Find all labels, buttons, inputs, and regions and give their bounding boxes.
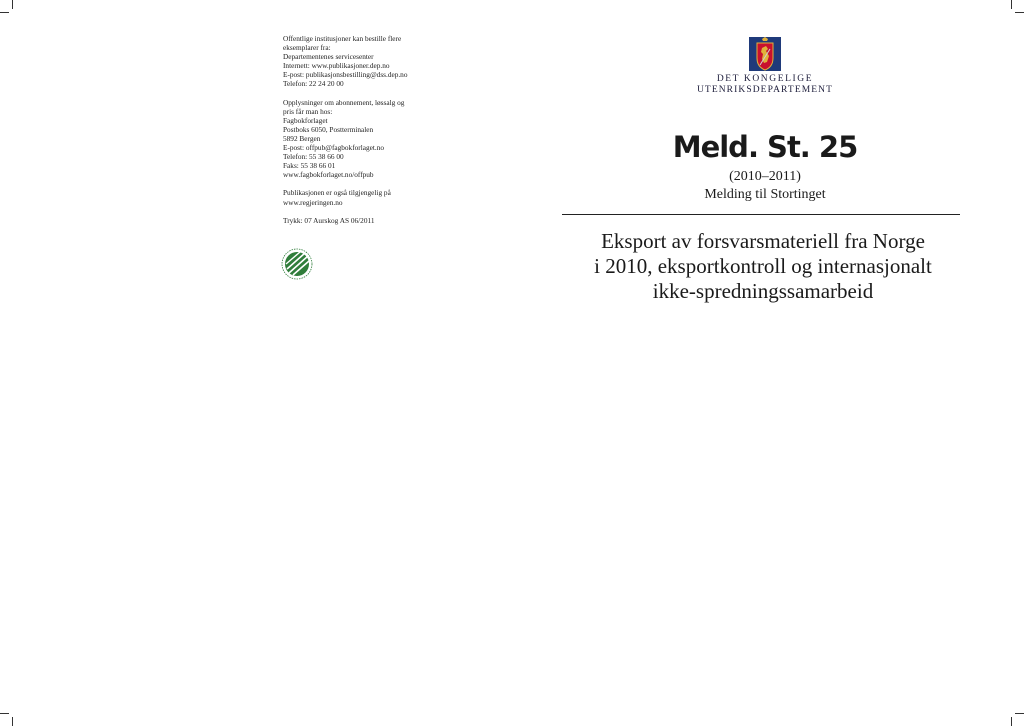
crop-mark xyxy=(12,717,13,726)
document-type: Melding til Stortinget xyxy=(704,187,826,202)
ministry-line-1: DET KONGELIGE xyxy=(716,74,814,84)
info-line: Departementenes servicesenter xyxy=(283,52,374,62)
info-line: Fagbokforlaget xyxy=(283,115,328,125)
info-line: Postboks 6050, Postterminalen xyxy=(283,124,374,134)
ministry-line-2: UTENRIKSDEPARTEMENT xyxy=(696,85,834,95)
crop-mark xyxy=(1011,0,1012,9)
main-title-line: Eksport av forsvarsmateriell fra Norge xyxy=(601,229,925,253)
crop-mark xyxy=(12,0,13,9)
info-line: pris får man hos: xyxy=(283,106,333,116)
info-line: Faks: 55 38 66 01 xyxy=(283,161,336,171)
info-line: Telefon: 22 24 20 00 xyxy=(283,79,344,89)
norwegian-coat-of-arms-icon xyxy=(748,36,782,72)
main-title-line: i 2010, eksportkontroll og internasjonalt xyxy=(594,254,932,278)
info-line: Offentlige institusjoner kan bestille flere xyxy=(283,34,402,43)
info-line: Publikasjonen er også tilgjengelig på xyxy=(283,188,391,198)
main-title-line: ikke-spredningssamarbeid xyxy=(652,279,874,303)
crop-mark xyxy=(1015,713,1024,714)
ministry-name xyxy=(690,74,840,96)
document-number: Meld. St. 25 xyxy=(672,130,858,164)
crop-mark xyxy=(0,12,9,13)
crop-mark xyxy=(1015,12,1024,13)
info-line: eksemplarer fra: xyxy=(283,43,331,53)
info-line: E-post: publikasjonsbestilling@dss.dep.no xyxy=(283,70,408,80)
nordic-swan-ecolabel-icon xyxy=(281,245,315,283)
print-paragraph xyxy=(283,216,453,225)
crop-mark xyxy=(0,713,9,714)
print-info: Trykk: 07 Aurskog AS 06/2011 xyxy=(283,215,375,225)
crop-mark xyxy=(1011,717,1012,726)
info-line: E-post: offpub@fagbokforlaget.no xyxy=(283,143,385,153)
info-line: Telefon: 55 38 66 00 xyxy=(283,152,344,162)
info-line: Internett: www.publikasjoner.dep.no xyxy=(283,61,390,71)
availability-paragraph xyxy=(283,188,453,206)
info-line: Opplysninger om abonnement, løssalg og xyxy=(283,97,405,107)
info-line: www.regjeringen.no xyxy=(283,197,343,207)
main-title xyxy=(562,229,964,304)
ordering-info xyxy=(283,34,453,234)
ordering-paragraph xyxy=(283,34,453,89)
info-line: 5892 Bergen xyxy=(283,133,321,143)
title-divider xyxy=(562,214,960,215)
info-line: www.fagbokforlaget.no/offpub xyxy=(283,170,374,180)
session-years: (2010–2011) xyxy=(729,169,801,184)
subscription-paragraph xyxy=(283,98,453,180)
